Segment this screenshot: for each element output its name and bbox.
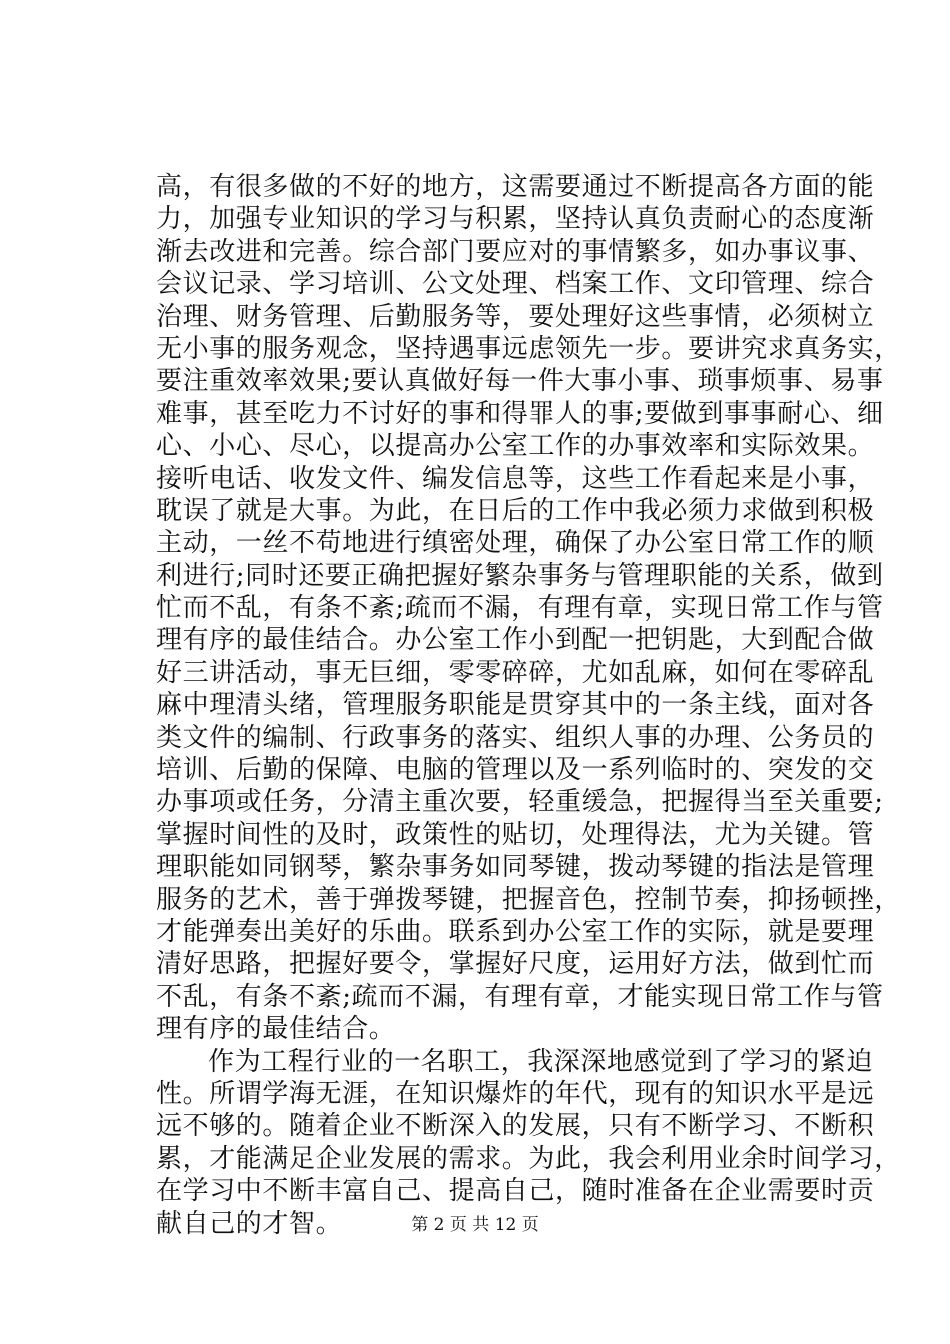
text-line: 理有序的最佳结合。: [156, 1014, 396, 1045]
text-line: 性。所谓学海无涯，在知识爆炸的年代，现有的知识水平是远: [156, 1078, 875, 1109]
text-line: 治理、财务管理、后勤服务等，要处理好这些事情，必须树立: [156, 301, 875, 332]
text-line: 才能弹奏出美好的乐曲。联系到办公室工作的实际，就是要理: [156, 916, 875, 947]
text-line: 渐去改进和完善。综合部门要应对的事情繁多，如办事议事、: [156, 236, 875, 267]
text-line: 不乱，有条不紊;疏而不漏，有理有章，才能实现日常工作与管: [156, 981, 884, 1012]
text-line: 忙而不乱，有条不紊;疏而不漏，有理有章，实现日常工作与管: [156, 593, 884, 624]
text-line: 累，才能满足企业发展的需求。为此，我会利用业余时间学习，: [156, 1143, 901, 1174]
text-line: 无小事的服务观念，坚持遇事远虑领先一步。要讲究求真务实，: [156, 333, 901, 364]
text-line: 麻中理清头绪，管理服务职能是贯穿其中的一条主线，面对各: [156, 690, 875, 721]
text-line: 在学习中不断丰富自己、提高自己，随时准备在企业需要时贡: [156, 1176, 875, 1207]
text-line: 利进行;同时还要正确把握好繁杂事务与管理职能的关系，做到: [156, 560, 884, 591]
text-line: 主动，一丝不苟地进行缜密处理，确保了办公室日常工作的顺: [156, 528, 875, 559]
text-line: 办事项或任务，分清主重次要，轻重缓急，把握得当至关重要;: [156, 787, 884, 818]
text-line: 高，有很多做的不好的地方，这需要通过不断提高各方面的能: [156, 172, 875, 202]
text-line: 理有序的最佳结合。办公室工作小到配一把钥匙，大到配合做: [156, 625, 875, 656]
document-body: [156, 171, 901, 1240]
text-line: 清好思路，把握好要令，掌握好尺度，运用好方法，做到忙而: [156, 949, 875, 980]
text-line: 献自己的才智。: [156, 1208, 343, 1239]
text-line: 耽误了就是大事。为此，在日后的工作中我必须力求做到积极: [156, 495, 875, 526]
paragraph-1: [156, 171, 901, 1046]
text-line: 好三讲活动，事无巨细，零零碎碎，尤如乱麻，如何在零碎乱: [156, 657, 875, 688]
text-line: 心、小心、尽心，以提高办公室工作的办事效率和实际效果。: [156, 431, 875, 462]
text-line: 理职能如同钢琴，繁杂事务如同琴键，拨动琴键的指法是管理: [156, 852, 875, 883]
text-line: 远不够的。随着企业不断深入的发展，只有不断学习、不断积: [156, 1111, 875, 1142]
text-line: 类文件的编制、行政事务的落实、组织人事的办理、公务员的: [156, 722, 875, 753]
page-number-footer: 第 2 页 共 12 页: [411, 1215, 539, 1235]
text-line: 要注重效率效果;要认真做好每一件大事小事、琐事烦事、易事: [156, 366, 884, 397]
text-line: 作为工程行业的一名职工，我深深地感觉到了学习的紧迫: [208, 1046, 874, 1077]
paragraph-2: [156, 1046, 901, 1240]
text-line: 培训、后勤的保障、电脑的管理以及一系列临时的、突发的交: [156, 755, 875, 786]
text-line: 力，加强专业知识的学习与积累，坚持认真负责耐心的态度渐: [156, 204, 875, 235]
text-line: 接听电话、收发文件、编发信息等，这些工作看起来是小事，: [156, 463, 875, 494]
text-line: 服务的艺术，善于弹拨琴键，把握音色，控制节奏，抑扬顿挫，: [156, 884, 901, 915]
text-line: 难事，甚至吃力不讨好的事和得罪人的事;要做到事事耐心、细: [156, 398, 884, 429]
text-line: 会议记录、学习培训、公文处理、档案工作、文印管理、综合: [156, 269, 875, 300]
text-line: 掌握时间性的及时，政策性的贴切，处理得法，尤为关键。管: [156, 819, 875, 850]
